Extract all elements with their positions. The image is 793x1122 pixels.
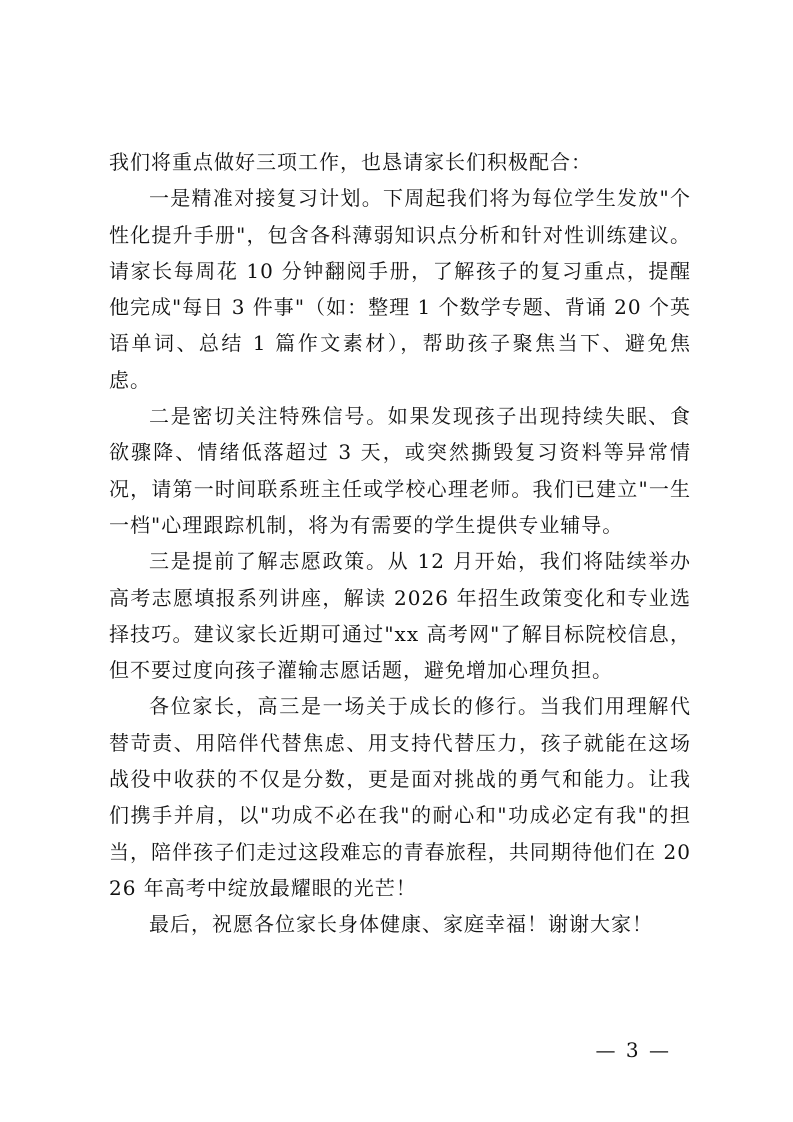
document-body — [109, 144, 691, 943]
paragraph-final-wishes: 最后，祝愿各位家长身体健康、家庭幸福！谢谢大家！ — [149, 912, 653, 937]
page-number: — 3 — — [595, 1038, 671, 1062]
paragraph-review-plan: 一是精准对接复习计划。下周起我们将为每位学生发放"个性化提升手册"，包含各科薄弱知识点分析和针对性训练建议。请家长每周花 10 分钟翻阅手册，了解孩子的复习重点，提醒他完成"每日 3 件事"（如：整理 1 个数学专题、背诵 20 个英语单词、总结 1 篇作文素材），帮助孩子聚焦当下、避免焦虑。 — [109, 186, 691, 392]
paragraph-application-policy: 三是提前了解志愿政策。从 12 月开始，我们将陆续举办高考志愿填报系列讲座，解读 2026 年招生政策变化和专业选择技巧。建议家长近期可通过"xx 高考网"了解目标院校信息，但不要过度向孩子灌输志愿话题，避免增加心理负担。 — [109, 549, 691, 683]
paragraph-special-signals: 二是密切关注特殊信号。如果发现孩子出现持续失眠、食欲骤降、情绪低落超过 3 天，或突然撕毁复习资料等异常情况，请第一时间联系班主任或学校心理老师。我们已建立"一生一档"心理跟踪机制，将为有需要的学生提供专业辅导。 — [109, 404, 691, 537]
paragraph-intro: 我们将重点做好三项工作，也恳请家长们积极配合： — [109, 150, 592, 174]
paragraph-closing-message: 各位家长，高三是一场关于成长的修行。当我们用理解代替苛责、用陪伴代替焦虑、用支持代替压力，孩子就能在这场战役中收获的不仅是分数，更是面对挑战的勇气和能力。让我们携手并肩，以"功成不必在我"的耐心和"功成必定有我"的担当，陪伴孩子们走过这段难忘的青春旅程，共同期待他们在 2026 年高考中绽放最耀眼的光芒！ — [109, 694, 691, 900]
